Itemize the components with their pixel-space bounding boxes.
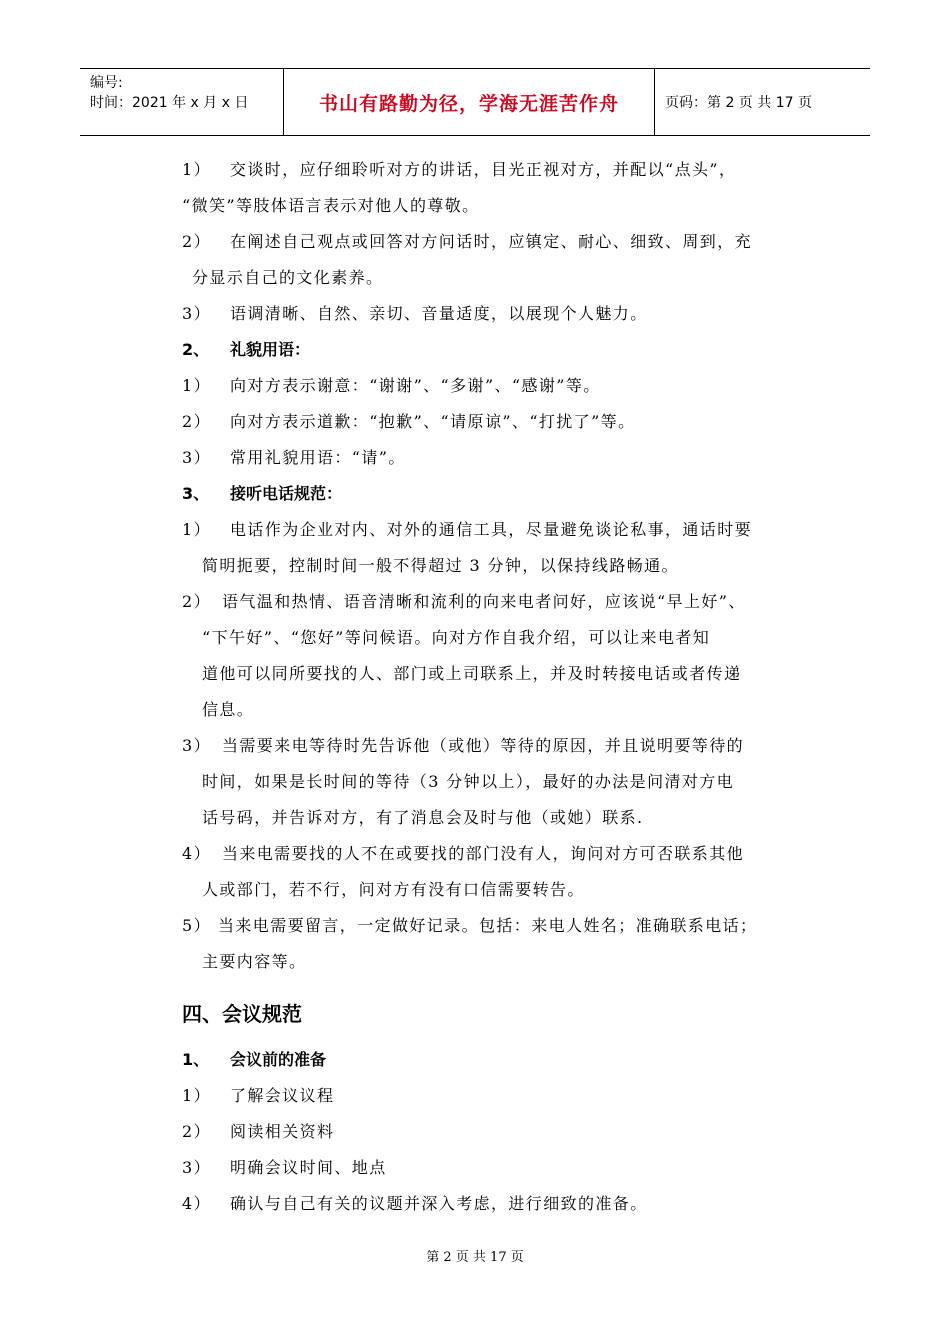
item-text-continued: 时间，如果是长时间的等待（3 分钟以上），最好的办法是问清对方电 [202,772,735,791]
item-number: 3） [182,448,211,467]
header-meta [80,69,283,135]
item-number: 2） [182,592,211,611]
time-label: 时间：2021 年 x 月 x 日 [90,95,249,111]
item-text: 向对方表示谢意：“谢谢”、“多谢”、“感谢”等。 [230,376,601,395]
subsection-title: 接听电话规范： [230,484,343,503]
number-label: 编号: [90,75,123,91]
header-page-label: 页码：第 2 页 共 17 页 [665,95,812,111]
list-item [182,224,812,260]
item-text-continued: “下午好”、“您好”等问候语。向对方作自我介绍，可以让来电者知 [202,628,711,647]
item-text: 向对方表示道歉：“抱歉”、“请原谅”、“打扰了”等。 [230,412,636,431]
item-text: 确认与自己有关的议题并深入考虑，进行细致的准备。 [230,1194,648,1213]
list-item [182,1150,812,1186]
item-text-continued: “微笑”等肢体语言表示对他人的尊敬。 [182,196,480,215]
item-text: 了解会议议程 [230,1086,335,1105]
item-text-continued: 道他可以同所要找的人、部门或上司联系上，并及时转接电话或者传递 [202,664,742,683]
item-text: 当需要来电等待时先告诉他（或他）等待的原因，并且说明要等待的 [222,736,745,755]
page-footer: 第 2 页 共 17 页 [426,1250,524,1265]
list-item [182,512,812,548]
list-item [182,728,812,764]
subsection-heading [182,332,812,368]
item-text: 电话作为企业对内、对外的通信工具，尽量避免谈论私事，通话时要 [230,520,753,539]
item-text-continued: 人或部门，若不行，问对方有没有口信需要转告。 [202,880,585,899]
subsection-number: 3、 [182,484,210,503]
subsection-heading [182,476,812,512]
list-item [182,296,812,332]
item-text: 交谈时，应仔细聆听对方的讲话，目光正视对方，并配以“点头”， [230,160,737,179]
item-text: 语气温和热情、语音清晰和流利的向来电者问好，应该说“早上好”、 [222,592,746,611]
item-number: 5） [182,916,211,935]
item-text: 当来电需要找的人不在或要找的部门没有人，询问对方可否联系其他 [222,844,745,863]
item-text: 在阐述自己观点或回答对方问话时，应镇定、耐心、细致、周到，充 [230,232,753,251]
list-item [182,836,812,872]
item-number: 4） [182,1194,211,1213]
item-number: 1） [182,376,211,395]
item-number: 1） [182,520,211,539]
item-text-continued: 主要内容等。 [202,952,307,971]
list-item [182,908,812,944]
item-text-continued: 话号码，并告诉对方，有了消息会及时与他（或她）联系. [202,808,644,827]
item-number: 2） [182,1122,211,1141]
item-text-continued: 分显示自己的文化素养。 [192,268,384,287]
item-number: 4） [182,844,211,863]
document-header [80,68,870,136]
list-item [182,584,812,620]
subsection-number: 2、 [182,340,210,359]
list-item [182,368,812,404]
item-text: 阅读相关资料 [230,1122,335,1141]
document-body [182,152,812,1222]
item-text: 语调清晰、自然、亲切、音量适度，以展现个人魅力。 [230,304,648,323]
list-item [182,152,812,188]
item-number: 3） [182,736,211,755]
subsection-number: 1、 [182,1050,210,1069]
item-text: 明确会议时间、地点 [230,1158,387,1177]
list-item [182,1114,812,1150]
item-text: 常用礼貌用语：“请”。 [230,448,406,467]
item-text: 当来电需要留言，一定做好记录。包括：来电人姓名；准确联系电话； [218,916,758,935]
item-number: 3） [182,1158,211,1177]
subsection-title: 会议前的准备 [230,1050,327,1069]
item-number: 2） [182,232,211,251]
item-number: 3） [182,304,211,323]
item-text-continued: 简明扼要，控制时间一般不得超过 3 分钟，以保持线路畅通。 [202,556,679,575]
list-item [182,404,812,440]
item-number: 2） [182,412,211,431]
header-motto: 书山有路勤为径，学海无涯苦作舟 [283,69,655,135]
item-number: 1） [182,1086,211,1105]
item-text-continued: 信息。 [202,700,255,719]
subsection-heading [182,1042,812,1078]
list-item [182,1078,812,1114]
list-item [182,1186,812,1222]
item-number: 1） [182,160,211,179]
subsection-title: 礼貌用语： [230,340,311,359]
section-heading: 四、会议规范 [182,1002,302,1026]
list-item [182,440,812,476]
